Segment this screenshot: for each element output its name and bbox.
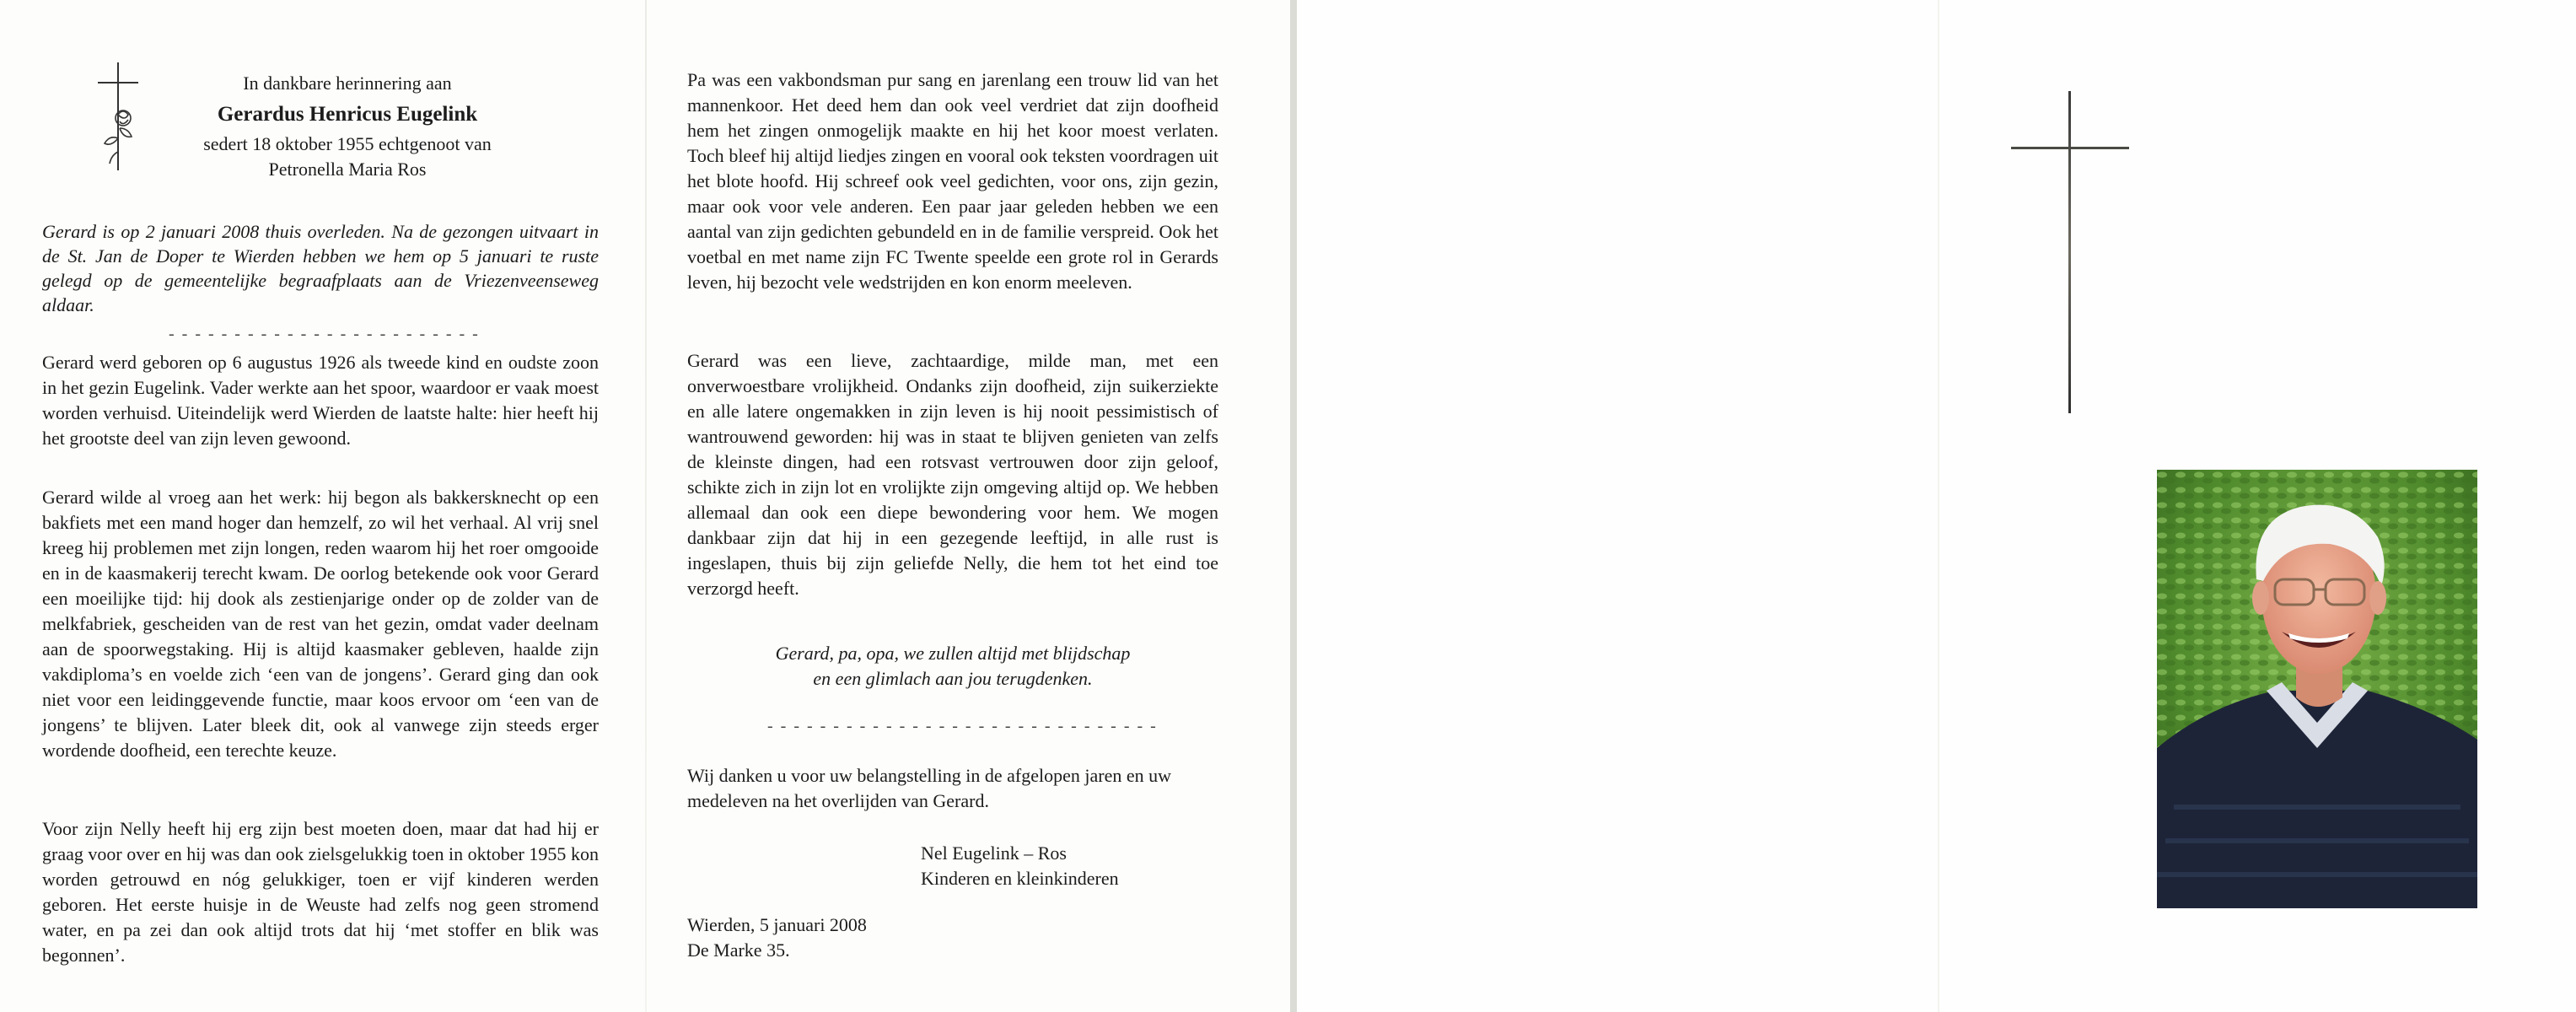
fold-line-outside — [1938, 0, 1939, 1012]
marriage-line: sedert 18 oktober 1955 echtgenoot van — [203, 133, 492, 154]
scan-gap — [1290, 0, 1297, 1012]
paragraph-marriage: Voor zijn Nelly heeft hij erg zijn best moeten doen, maar dat had hij er graag voor over en hij was dan ook zielsgelukkig toen in oktober 1955 kon worden getrouwd en nóg gelukkiger, toen er vijf kinderen werden geboren. Het eerste huisje in de Weuste had zelfs nog geen stromend water, en pa zei dan ook altijd trots dat hij ‘met stoffer en blik was begonnen’. — [42, 818, 599, 966]
place-date-line: Wierden, 5 januari 2008 — [687, 914, 867, 935]
quote-line-2: en een glimlach aan jou terugdenken. — [813, 668, 1093, 689]
card-header — [137, 69, 558, 182]
place-date — [687, 912, 867, 963]
fold-line-inside — [645, 0, 647, 1012]
deceased-name: Gerardus Henricus Eugelink — [217, 103, 478, 126]
thanks-text: Wij danken u voor uw belangstelling in de afgelopen jaren en uw medeleven na het overlijden van Gerard. — [687, 765, 1171, 811]
portrait-photo — [2157, 470, 2477, 908]
paragraph-work: Gerard wilde al vroeg aan het werk: hij begon als bakkersknecht op een bakfiets met een mand hoger dan hemzelf, zo wil het verhaal. Al vrij snel kreeg hij problemen met zijn longen, reden waarom hij het roer omgooide en in de kaasmakerij terecht kwam. De oorlog betekende ook voor Gerard een moeilijke tijd: hij dook als zestienjarige onder op de zolder van de melkfabriek, gescheiden van de rest van het gezin, omdat vader deelnam aan de spoorwegstaking. Hij is altijd kaasmaker gebleven, haalde zijn vakdiploma’s en voelde zich ‘een van de jongens’. Gerard ging dan ook niet voor een leidinggevende functie, maar koos ervoor om ‘een van de jongens’ te blijven. Later bleek dit, ook al vanwege zijn steeds erger wordende doofheid, een terechte keuze. — [42, 487, 599, 761]
paragraph-birth: Gerard werd geboren op 6 augustus 1926 als tweede kind en oudste zoon in het gezin Eugelink. Vader werkte aan het spoor, waardoor er vaak moest worden verhuisd. Uiteindelijk werd Wierden de laatste halte: hier heeft hij het grootste deel van zijn leven gewoond. — [42, 352, 599, 449]
signer-family: Kinderen en kleinkinderen — [921, 868, 1119, 889]
cross-icon — [2011, 91, 2129, 413]
signers — [921, 841, 1119, 891]
address-line: De Marke 35. — [687, 939, 790, 961]
death-notice: Gerard is op 2 januari 2008 thuis overleden. Na de gezongen uitvaart in de St. Jan de Doper te Wierden hebben we hem op 5 januari te ruste gelegd op de gemeentelijke begraafplaats aan de Vriezenveenseweg aldaar. — [42, 221, 599, 315]
signer-spouse: Nel Eugelink – Ros — [921, 842, 1067, 864]
quote-line-1: Gerard, pa, opa, we zullen altijd met blijdschap — [775, 643, 1131, 664]
memorial-quote — [687, 641, 1218, 692]
separator-top: - - - - - - - - - - - - - - - - - - - - - - - - — [169, 325, 480, 343]
header-intro: In dankbare herinnering aan — [243, 73, 452, 94]
spouse-name: Petronella Maria Ros — [268, 159, 427, 180]
paragraph-character: Gerard was een lieve, zachtaardige, milde man, met een onverwoestbare vrolijkheid. Ondanks zijn doofheid, zijn suikerziekte en alle latere ongemakken in zijn leven is hij nooit pessimistisch of wantrouwend geworden: hij was in staat te blijven genieten van zelfs de kleinste dingen, had een rotsvast vertrouwen door zijn geloof, schikte zich in zijn lot en vrolijkte zijn omgeving altijd op. We hebben allemaal dan ook een diepe bewondering voor hem. We mogen dankbaar zijn dat hij in een gezegende leeftijd, in alle rust is ingeslapen, thuis bij zijn geliefde Nelly, die hem tot het eind toe verzorgd heeft. — [687, 350, 1218, 599]
paragraph-hobbies: Pa was een vakbondsman pur sang en jarenlang een trouw lid van het mannenkoor. Het deed hem dan ook veel verdriet dat zijn doofheid hem het zingen onmogelijk maakte en hij het koor moest verlaten. Toch bleef hij altijd liedjes zingen en vooral ook teksten voordragen uit het blote hoofd. Hij schreef ook veel gedichten, voor ons, zijn gezin, maar ook voor vele anderen. Een paar jaar geleden hebben we een aantal van zijn gedichten gebundeld en in de familie verspreid. Ook het voetbal en met name zijn FC Twente speelde een grote rol in Gerards leven, hij bezocht vele wedstrijden en kon enorm meeleven. — [687, 69, 1218, 293]
separator-bottom: - - - - - - - - - - - - - - - - - - - - - - - - - - - - - - — [767, 717, 1158, 735]
